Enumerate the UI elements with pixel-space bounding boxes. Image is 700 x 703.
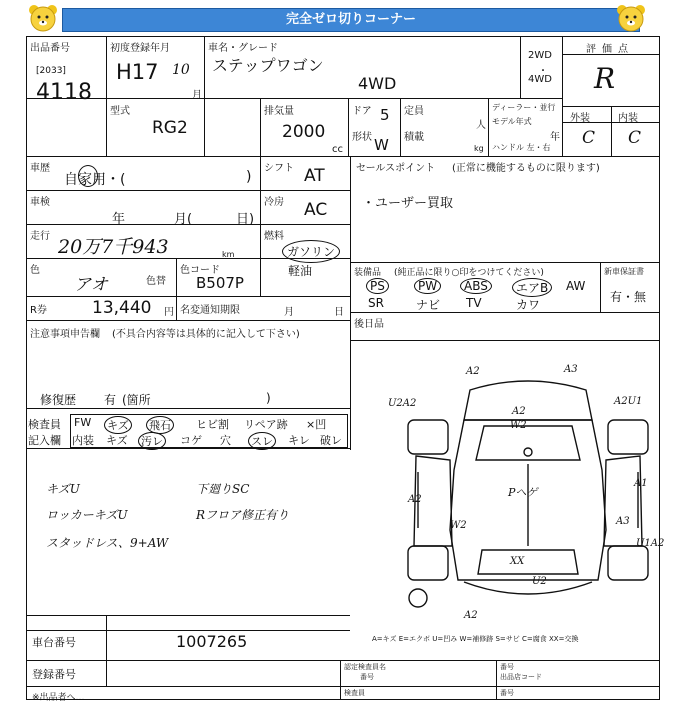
mark-13: XX — [510, 556, 525, 567]
bottom-cell-4: 番号 — [500, 663, 514, 671]
aircon-value: AC — [304, 200, 328, 220]
interior-grade: C — [628, 128, 642, 148]
dealer-label: ディーラー・並行 — [492, 103, 556, 112]
color-value: アオ — [74, 275, 108, 295]
bottom-partial: ※出品者へ… — [32, 693, 85, 703]
mark-15: A2 — [464, 610, 478, 621]
repair-close: ) — [266, 391, 271, 405]
mark-12: U1A2 — [636, 538, 665, 549]
equipment-label: 装備品 — [354, 268, 382, 278]
inspection-year: 年 — [112, 212, 126, 227]
car-name: ステップワゴン — [212, 56, 324, 75]
color-label: 色 — [30, 265, 40, 276]
history-close: ) — [246, 169, 252, 185]
inspection-day: 日) — [236, 212, 255, 227]
mark-1: A2 — [466, 366, 480, 377]
shift-value: AT — [304, 166, 325, 186]
reg-era: H17 — [116, 60, 159, 84]
history-label: 車歴 — [30, 163, 50, 174]
bottom-cell-3: 検査員 — [344, 689, 365, 697]
sales-point: ・ユーザー買取 — [362, 196, 454, 211]
equip-airbag: エアB — [512, 278, 552, 297]
inspection-month: 月( — [174, 212, 193, 227]
mark-2: A3 — [564, 364, 578, 375]
recycle-label: R券 — [30, 305, 47, 316]
inspection-label: 車検 — [30, 197, 50, 208]
sales-label: セールスポイント — [356, 163, 436, 174]
checker-tear: 破レ — [320, 434, 342, 447]
arrival-label: 後日品 — [354, 319, 384, 330]
capacity-unit: 人 — [476, 120, 486, 131]
displacement-label: 排気量 — [264, 106, 294, 117]
shape-label: 形状 — [352, 132, 372, 143]
mark-10: W2 — [450, 520, 467, 531]
checker-row1-label: 検査員 — [28, 418, 61, 431]
checker-interior: 内装 — [72, 434, 94, 447]
checker-dent: ×凹 — [306, 418, 327, 431]
hw-note-3: スタッドレス、9+AW — [46, 536, 169, 550]
name-change-day: 日 — [334, 307, 344, 318]
checker-int-scratch: キズ — [106, 434, 128, 447]
drive-2wd: 2WD — [528, 50, 552, 61]
reg-month: 10 — [172, 62, 190, 78]
checker-row2-label: 記入欄 — [28, 434, 61, 447]
banner-title: 完全ゼロ切りコーナー — [62, 8, 640, 32]
hw-note-5: Rフロア修正有り — [196, 508, 290, 522]
bottom-cell-2: 番号 — [360, 673, 374, 681]
registration-label: 登録番号 — [32, 668, 76, 681]
reg-label: 初度登録年月 — [110, 43, 170, 54]
car-drive: 4WD — [358, 74, 397, 93]
sales-note: (正常に機能するものに限ります) — [452, 163, 600, 174]
checker-cut: キレ — [288, 434, 310, 447]
mark-11: A3 — [616, 516, 630, 527]
car-label: 車名・グレード — [208, 43, 278, 54]
equip-sr: SR — [368, 296, 384, 310]
interior-label: 内装 — [618, 113, 638, 124]
mark-4: A2U1 — [614, 396, 643, 407]
bottom-cell-5: 出品店コード — [500, 673, 542, 681]
checker-crack: ヒビ割 — [196, 418, 229, 431]
equipment-note: (純正品に限り○印をつけてください) — [394, 268, 544, 278]
notes-label: 注意事項申告欄 — [30, 329, 100, 340]
equip-ps: PS — [366, 278, 389, 294]
lot-number: 4118 — [36, 80, 92, 105]
displacement-unit: cc — [332, 144, 343, 155]
equip-abs: ABS — [460, 278, 492, 294]
checker-wear: スレ — [248, 432, 276, 450]
shape-value: W — [374, 136, 389, 154]
exterior-label: 外装 — [570, 113, 590, 124]
history-circle-mark — [78, 165, 98, 187]
mark-6: W2 — [510, 420, 527, 431]
checker-hole: 穴 — [220, 434, 231, 447]
mark-3: U2A2 — [388, 398, 417, 409]
model-label: 型式 — [110, 106, 130, 117]
name-change-month: 月 — [284, 307, 294, 318]
checker-chip: 飛石 — [146, 416, 174, 434]
lot-sub: [2033] — [36, 66, 66, 76]
hw-note-4: 下廻りSC — [196, 482, 250, 496]
mark-7: Pヘゲ — [508, 486, 538, 499]
mark-8: A1 — [634, 478, 648, 489]
damage-legend: A=キズ E=エクボ U=凹み W=補修跡 S=サビ C=腐食 XX=交換 — [372, 635, 579, 643]
notes-sub: (不具合内容等は具体的に記入して下さい) — [112, 329, 300, 340]
equip-tv: TV — [466, 296, 482, 310]
color-code: B507P — [196, 274, 244, 292]
mark-9: A2 — [408, 494, 422, 505]
checker-fw: FW — [74, 416, 92, 429]
hw-note-2: ロッカーキズU — [46, 508, 128, 522]
drive-4wd: 4WD — [528, 74, 552, 85]
repair-label: 修復歴 — [40, 393, 77, 407]
lot-label: 出品番号 — [30, 43, 70, 54]
hw-note-1: キズU — [46, 482, 80, 496]
history-text: 自家用・( — [64, 172, 126, 188]
rating-label: 評価点 — [586, 44, 634, 55]
bottom-cell-6: 番号 — [500, 689, 514, 697]
checker-stain: 汚レ — [138, 432, 166, 450]
aircon-label: 冷房 — [264, 197, 284, 208]
dealer-handle: ハンドル 左・右 — [492, 143, 551, 152]
capacity-label: 定員 — [404, 106, 424, 117]
doors-value: 5 — [380, 106, 390, 124]
checker-burn: コゲ — [180, 434, 202, 447]
reg-month-unit: 月 — [192, 90, 202, 101]
doors-label: ドア — [352, 106, 372, 117]
fuel-value: ガソリン — [282, 240, 340, 263]
dealer-year-unit: 年 — [550, 132, 560, 143]
equip-aw: AW — [566, 279, 586, 293]
checker-repair: リペア跡 — [244, 418, 288, 431]
recycle-unit: 円 — [164, 307, 174, 318]
chassis-label: 車台番号 — [32, 636, 76, 649]
drive-dot: ・ — [538, 66, 548, 77]
equip-navi: ナビ — [416, 298, 441, 312]
loadcap-unit: kg — [474, 144, 484, 153]
shift-label: シフト — [264, 163, 294, 174]
bottom-cell-1: 認定検査員名 — [344, 663, 386, 671]
mileage-label: 走行 — [30, 231, 50, 242]
dealer-model-year: モデル年式 — [492, 117, 532, 126]
banner — [0, 0, 700, 36]
warranty-label: 新車保証書 — [604, 267, 644, 276]
loadcap-label: 積載 — [404, 132, 424, 143]
mark-14: U2 — [532, 576, 547, 587]
bear-mascot-icon — [614, 2, 648, 34]
exterior-grade: C — [582, 128, 596, 148]
mark-5: A2 — [512, 406, 526, 417]
checker-scratch: キズ — [104, 416, 132, 434]
mileage-unit: km — [222, 250, 235, 259]
rating-value: R — [594, 62, 616, 95]
name-change-label: 名変通知期限 — [180, 305, 240, 316]
bear-mascot-icon — [26, 2, 60, 34]
equip-pw: PW — [414, 278, 441, 294]
mileage-value: 20万7千943 — [58, 236, 169, 258]
warranty-value: 有・無 — [610, 290, 647, 304]
model-value: RG2 — [152, 118, 188, 138]
recycle-value: 13,440 — [92, 298, 152, 318]
chassis-value: 1007265 — [176, 632, 248, 651]
fuel-label: 燃料 — [264, 231, 284, 242]
fuel-alt: 軽油 — [288, 264, 313, 278]
repair-value: 有 — [104, 393, 117, 407]
equip-leather: カワ — [516, 298, 541, 312]
code-label: 色コード — [180, 265, 220, 276]
displacement-value: 2000 — [282, 122, 326, 142]
repair-part: (箇所 — [122, 393, 151, 407]
paint-label: 色替 — [146, 276, 166, 287]
